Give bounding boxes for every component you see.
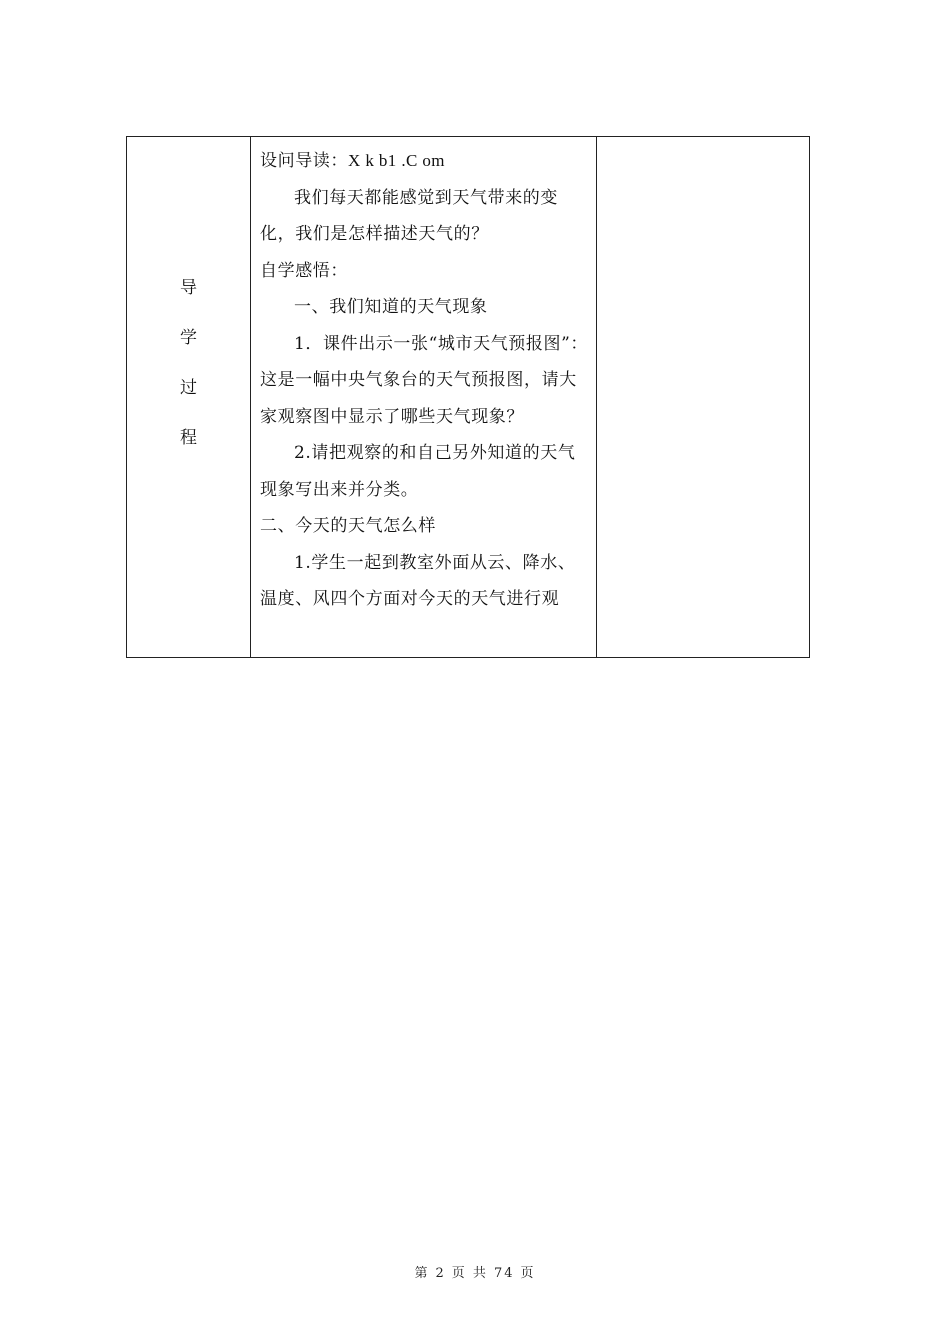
paragraph: 1.学生一起到教室外面从云、降水、温度、风四个方面对今天的天气进行观 [260,552,576,609]
table-row [127,137,810,658]
notes-cell [597,137,810,658]
section-label-cell [127,137,251,658]
watermark-text: X k b1 .C om [348,151,445,170]
section-label-char: 程 [180,428,197,448]
footer-prefix: 第 [414,1266,430,1281]
footer-middle: 页 共 [451,1266,488,1281]
guide-heading [260,143,588,180]
page-footer [0,1262,950,1281]
paragraph: 我们每天都能感觉到天气带来的变化，我们是怎样描述天气的？ [260,187,558,244]
section-heading: 二、今天的天气怎么样 [260,516,436,536]
section-label [127,275,250,451]
section-label-char: 过 [180,378,197,398]
section-label-char: 导 [180,278,197,298]
page-number: 2 [435,1266,446,1281]
guide-heading-label: 设问导读： [260,151,348,171]
section-label-char: 学 [180,328,197,348]
self-study-heading: 自学感悟： [260,260,348,281]
paragraph: 1．课件出示一张“城市天气预报图”：这是一幅中央气象台的天气预报图，请大家观察图中显示了哪些天气现象？ [260,333,588,427]
page-total: 74 [493,1266,515,1281]
lesson-table [126,136,810,658]
lesson-content [251,137,596,618]
lesson-content-cell [251,137,597,658]
paragraph: 2.请把观察的和自己另外知道的天气现象写出来并分类。 [260,443,576,500]
footer-suffix: 页 [520,1266,536,1281]
section-heading: 一、我们知道的天气现象 [294,297,488,317]
